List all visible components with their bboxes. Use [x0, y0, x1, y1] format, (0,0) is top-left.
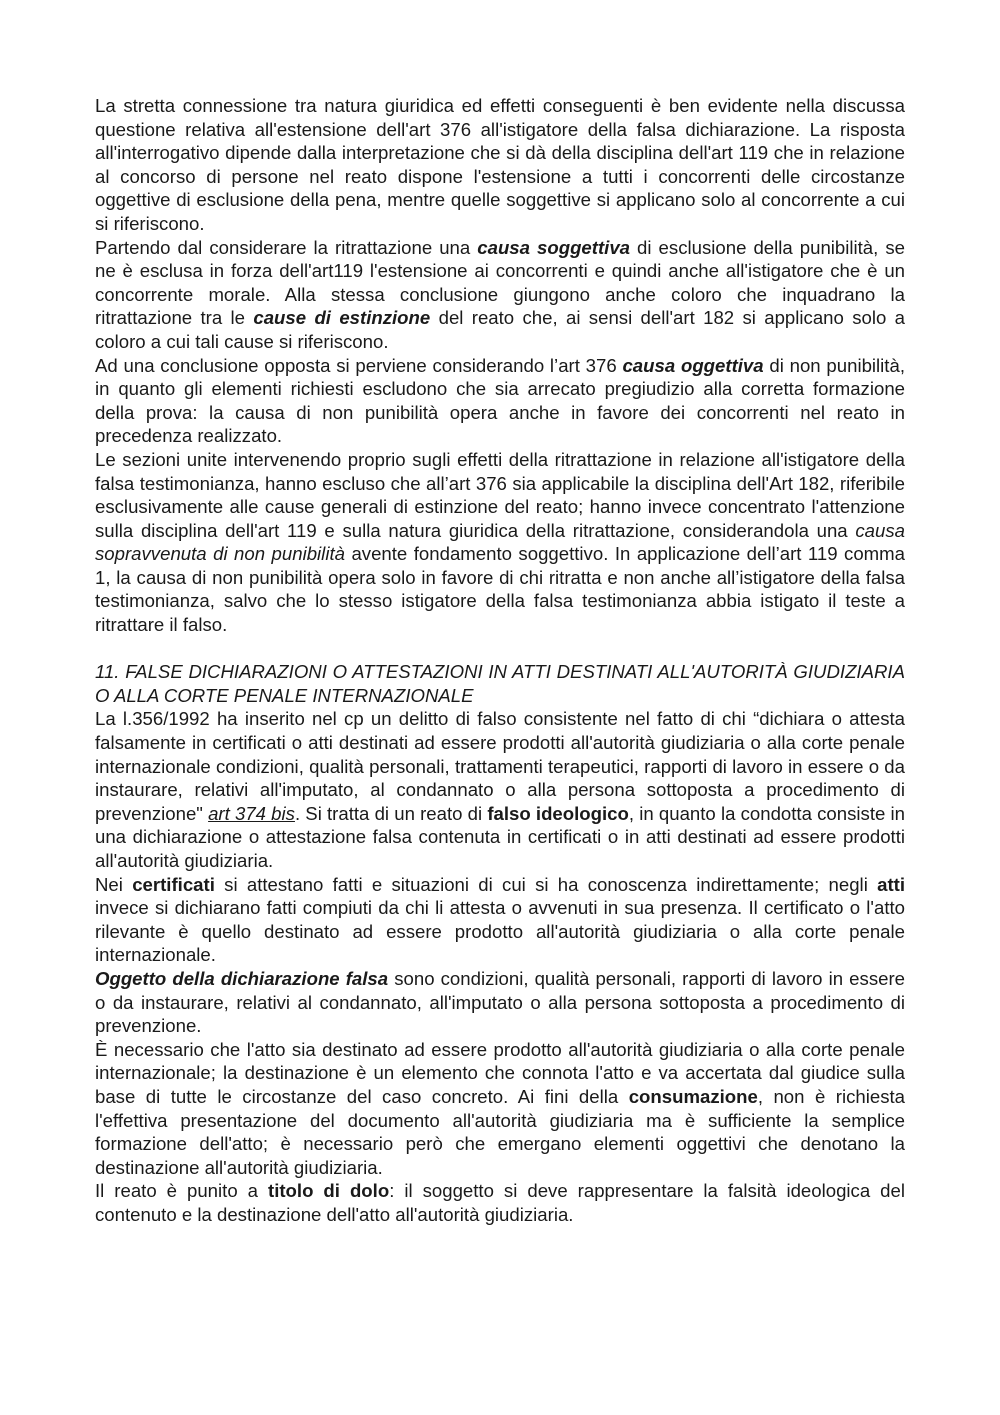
text-run: Le sezioni unite intervenendo proprio sugli effetti della ritrattazione in relazione all'istigatore della falsa testimonianza, hanno escluso che all’art 376 sia applicabile la disciplina dell'Art 182, riferibile esclusivamente alle cause generali di estinzione del reato; hanno invece concentrato l'attenzione sulla disciplina dell'art 119 e sulla natura giuridica della ritrattazione, considerandola una [95, 448, 905, 541]
emphasis-cause-di-estinzione: cause di estinzione [253, 307, 431, 329]
paragraph [95, 967, 905, 1038]
emphasis-causa-sopravvenuta: causa sopravvenuta di non punibilità [95, 519, 905, 565]
emphasis-causa-oggettiva: causa oggettiva [622, 354, 764, 376]
paragraph [95, 1179, 905, 1226]
section-heading: 11. FALSE DICHIARAZIONI O ATTESTAZIONI IN ATTI DESTINATI ALL'AUTORITÀ GIUDIZIARIA O ALLA CORTE PENALE INTERNAZIONALE [95, 661, 905, 706]
paragraph [95, 873, 905, 967]
paragraph [95, 354, 905, 448]
text-run: si attestano fatti e situazioni di cui si ha conoscenza indirettamente; negli [214, 873, 878, 895]
text-run: . Si tratta di un reato di [294, 802, 488, 824]
emphasis-certificati: certificati [132, 873, 215, 895]
paragraph [95, 448, 905, 637]
text-run: Nei [95, 873, 133, 895]
emphasis-oggetto: Oggetto della dichiarazione falsa [95, 967, 389, 989]
text-run: , in quanto la condotta consiste in una dichiarazione o attestazione falsa contenuta in certificati o in atti destinati ad essere prodotti all'autorità giudiziaria. [95, 802, 905, 871]
text-run: del reato che, ai sensi dell'art 182 si applicano solo a coloro a cui tali cause si riferiscono. [95, 307, 905, 352]
art-374-bis-link[interactable]: art 374 bis [208, 802, 295, 824]
emphasis-consumazione: consumazione [628, 1085, 758, 1107]
paragraph [95, 236, 905, 354]
text-run: di esclusione della punibilità, se ne è esclusa in forza dell'art119 l'estensione ai concorrenti e quindi anche all'istigatore che è un concorrente morale. Alla stessa conclusione giungono anche coloro che inquadrano la ritrattazione tra le [95, 236, 905, 329]
text-run: Ad una conclusione opposta si perviene considerando l’art 376 [95, 354, 623, 376]
text-run: : il soggetto si deve rappresentare la falsità ideologica del contenuto e la destinazione dell'atto all'autorità giudiziaria. [95, 1180, 905, 1225]
paragraph: La stretta connessione tra natura giuridica ed effetti conseguenti è ben evidente nella discussa questione relativa all'estensione dell'art 376 all'istigatore della falsa dichiarazione. La risposta all'interrogativo dipende dalla interpretazione che si dà della disciplina dell'art 119 che in relazione al concorso di persone nel reato dispone l'estensione a tutti i concorrenti delle circostanze oggettive di esclusione della pena, mentre quelle soggettive si applicano solo al concorrente a cui si riferiscono. [95, 95, 905, 234]
paragraph [95, 1038, 905, 1180]
emphasis-titolo-di-dolo: titolo di dolo [268, 1180, 390, 1202]
text-run: La l.356/1992 ha inserito nel cp un delitto di falso consistente nel fatto di chi “dichiara o attesta falsamente in certificati o atti destinati ad essere prodotti all'autorità giudiziaria o alla corte penale internazionale condizioni, qualità personali, trattamenti terapeutici, rapporti di lavoro in essere o da instaurare, relativi all'imputato, al condannato o alla persona sottoposta a procedimento di prevenzione" [95, 708, 905, 824]
text-run: sono condizioni, qualità personali, rapporti di lavoro in essere o da instaurare, relativi al condannato, all'imputato o alla persona sottoposta a procedimento di prevenzione. [95, 967, 905, 1037]
text-run: di non punibilità, in quanto gli elementi richiesti escludono che sia arrecato pregiudizio alla corretta formazione della prova: la causa di non punibilità opera anche in favore dei concorrenti nel reato in precedenza realizzato. [95, 354, 905, 447]
text-run: È necessario che l'atto sia destinato ad essere prodotto all'autorità giudiziaria o alla corte penale internazionale; la destinazione è un elemento che connota l'atto e va accertata dal giudice sulla base di tutte le circostanze del caso concreto. Ai fini della [95, 1038, 905, 1107]
text-run: Partendo dal considerare la ritrattazione una [95, 236, 478, 258]
spacer [95, 637, 905, 661]
emphasis-atti: atti [877, 873, 905, 895]
emphasis-causa-soggettiva: causa soggettiva [477, 236, 631, 258]
paragraph [95, 707, 905, 872]
text-run: avente fondamento soggettivo. In applicazione dell’art 119 comma 1, la causa di non punibilità opera solo in favore di chi ritratta e non anche all’istigatore della falsa testimonianza, salvo che lo stesso istigatore della falsa testimonianza abbia istigato il teste a ritrattare il falso. [95, 543, 905, 636]
text-run: , non è richiesta l'effettiva presentazione del documento all'autorità giudiziaria ma è sufficiente la semplice formazione dell'atto; è necessario però che emergano elementi oggettivi che denotano la destinazione all'autorità giudiziaria. [95, 1085, 905, 1178]
text-run: Il reato è punito a [95, 1180, 268, 1202]
emphasis-falso-ideologico: falso ideologico [487, 802, 629, 824]
text-run: invece si dichiarano fatti compiuti da chi li attesta o avvenuti in sua presenza. Il certificato o l'atto rilevante è quello destinato ad essere prodotto all'autorità giudiziaria o alla corte penale internazionale. [95, 897, 905, 966]
document-page [95, 94, 905, 1227]
